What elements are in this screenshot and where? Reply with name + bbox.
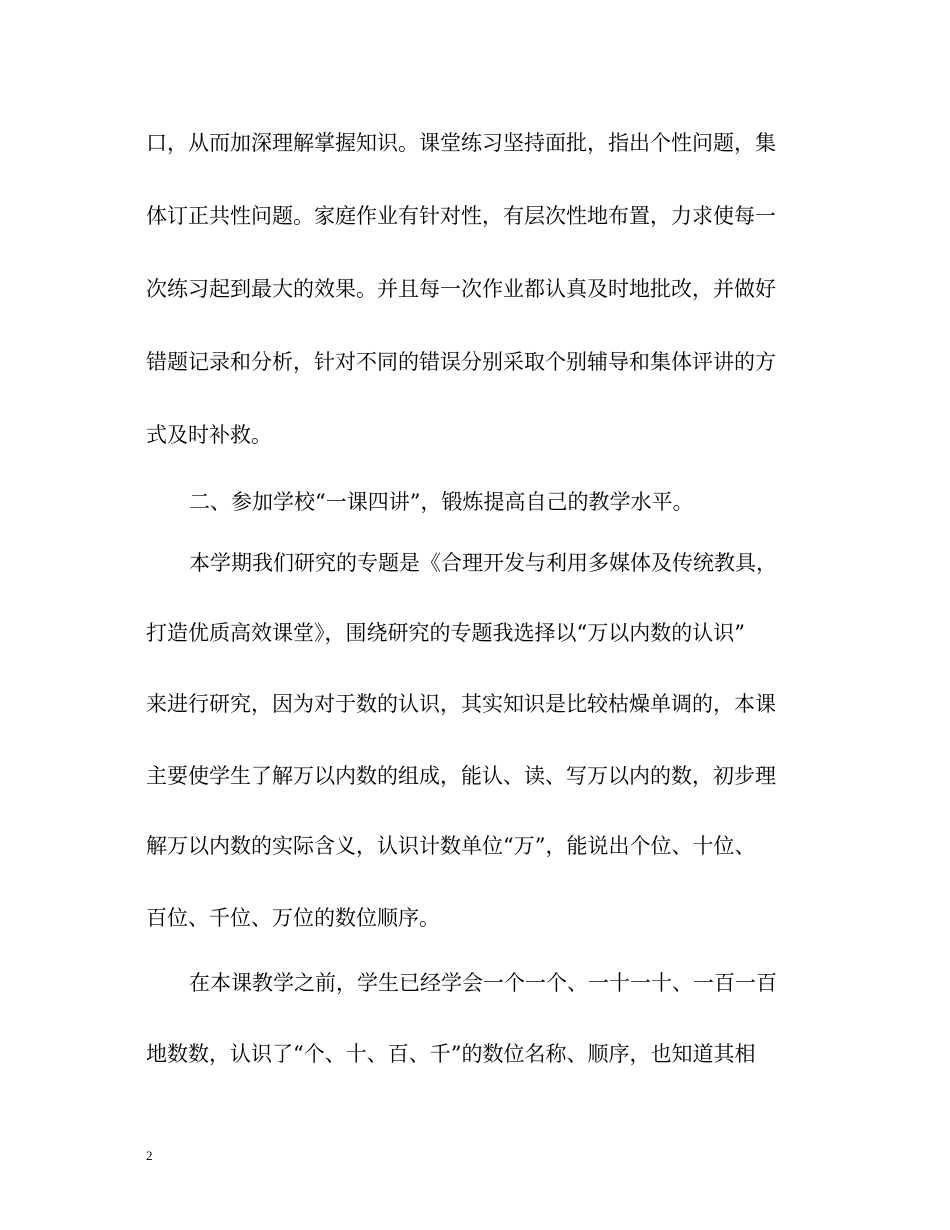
text-line-10: 主要使学生了解万以内数的组成，能认、读、写万以内的数，初步理 [146, 764, 776, 788]
text-line-3: 次练习起到最大的效果。并且每一次作业都认真及时地批改，并做好 [146, 277, 776, 301]
text-line-1: 口，从而加深理解掌握知识。课堂练习坚持面批，指出个性问题，集 [146, 131, 776, 155]
text-line-9: 来进行研究，因为对于数的认识，其实知识是比较枯燥单调的，本课 [146, 692, 776, 716]
text-line-11: 解万以内数的实际含义，认识计数单位“万”，能说出个位、十位、 [146, 834, 756, 858]
text-line-7: 本学期我们研究的专题是《合理开发与利用多媒体及传统教具， [189, 551, 777, 575]
text-line-5: 式及时补救。 [146, 423, 272, 447]
text-line-8: 打造优质高效课堂》，围绕研究的专题我选择以“万以内数的认识” [146, 621, 745, 645]
text-line-2: 体订正共性问题。家庭作业有针对性，有层次性地布置，力求使每一 [146, 204, 776, 228]
text-line-14: 地数数，认识了“个、十、百、千”的数位名称、顺序，也知道其相 [146, 1042, 756, 1066]
text-line-4: 错题记录和分析，针对不同的错误分别采取个别辅导和集体评讲的方 [146, 350, 776, 374]
text-line-12: 百位、千位、万位的数位顺序。 [146, 906, 440, 930]
section-heading: 二、参加学校“一课四讲”，锻炼提高自己的教学水平。 [189, 490, 694, 514]
page-number: 2 [146, 1148, 153, 1163]
text-line-13: 在本课教学之前，学生已经学会一个一个、一十一十、一百一百 [189, 971, 777, 995]
